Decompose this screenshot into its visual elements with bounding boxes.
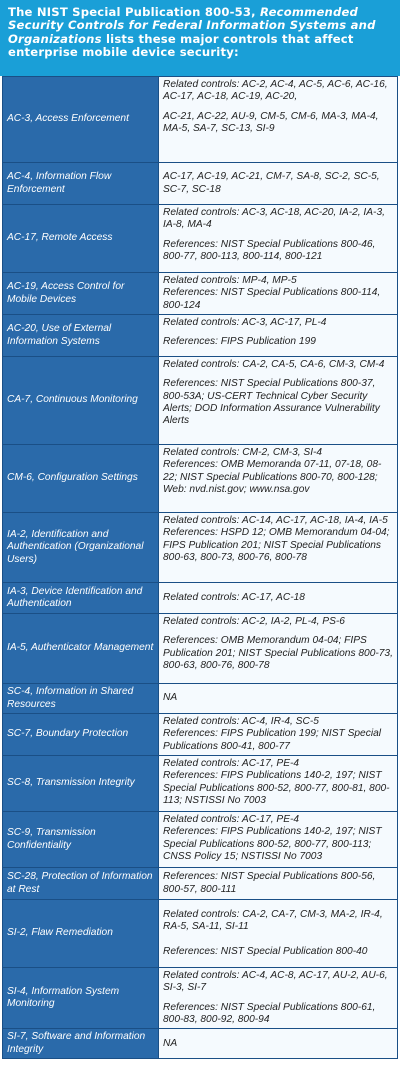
control-name: SC-7, Boundary Protection <box>3 714 159 756</box>
related-controls: Related controls: MP-4, MP-5 <box>163 275 297 286</box>
table-row <box>3 273 398 315</box>
table-row <box>3 900 398 968</box>
references: References: OMB Memoranda 07-11, 07-18, 08-22; NIST Special Publications 800-70, 800-128; Web: nvd.nist.gov; www.nsa.gov <box>163 459 382 495</box>
control-name: SI-2, Flaw Remediation <box>3 900 159 968</box>
control-details <box>159 714 398 756</box>
not-applicable: NA <box>163 692 178 704</box>
references: References: FIPS Publications 140-2, 197; NIST Special Publications 800-52, 800-77, 800-81, 800-113; NSTISSI No 7003 <box>163 770 390 806</box>
related-controls: Related controls: AC-17, PE-4 <box>163 814 300 825</box>
related-controls: Related controls: AC-14, AC-17, AC-18, IA-4, IA-5 <box>163 515 388 526</box>
control-details <box>159 163 398 205</box>
references: References: HSPD 12; OMB Memorandum 04-04; FIPS Publication 201; NIST Special Publications 800-63, 800-73, 800-76, 800-78 <box>163 527 390 563</box>
control-name: AC-3, Access Enforcement <box>3 77 159 163</box>
table-row <box>3 714 398 756</box>
not-applicable: NA <box>163 1037 178 1049</box>
caption-intro: The NIST Special Publication 800-53, <box>8 5 256 19</box>
references: References: NIST Special Publications 800-37, 800-53A; US-CERT Technical Cyber Security Alerts; DOD Information Assurance Vulnerability Alerts <box>163 378 380 427</box>
table-row <box>3 684 398 714</box>
related-controls-continued: AC-21, AC-22, AU-9, CM-5, CM-6, MA-3, MA-4, MA-5, SA-7, SC-13, SI-9 <box>163 110 379 134</box>
table-row <box>3 205 398 273</box>
table-row <box>3 868 398 900</box>
references: References: FIPS Publication 199; NIST Special Publications 800-41, 800-77 <box>163 728 382 752</box>
control-details <box>159 205 398 273</box>
related-controls: Related controls: AC-17, AC-18 <box>163 591 305 603</box>
table-row <box>3 77 398 163</box>
related-controls: Related controls: AC-4, AC-8, AC-17, AU-2, AU-6, SI-3, SI-7 <box>163 970 388 994</box>
control-details <box>159 756 398 812</box>
control-name: CA-7, Continuous Monitoring <box>3 357 159 445</box>
table-row <box>3 445 398 513</box>
related-controls: Related controls: CA-2, CA-5, CA-6, CM-3, CM-4 <box>163 359 385 370</box>
control-details <box>159 868 398 900</box>
table-row <box>3 812 398 868</box>
table-caption <box>0 0 400 76</box>
related-controls: Related controls: AC-2, AC-4, AC-5, AC-6, AC-16, AC-17, AC-18, AC-19, AC-20, <box>163 79 388 103</box>
control-name: IA-5, Authenticator Management <box>3 614 159 684</box>
control-details <box>159 77 398 163</box>
references: References: NIST Special Publications 800-46, 800-77, 800-113, 800-114, 800-121 <box>163 238 376 262</box>
control-name: IA-2, Identification and Authentication (Organizational Users) <box>3 513 159 583</box>
control-name: SC-8, Transmission Integrity <box>3 756 159 812</box>
control-name: AC-17, Remote Access <box>3 205 159 273</box>
related-controls: Related controls: AC-2, IA-2, PL-4, PS-6 <box>163 616 345 627</box>
references: References: FIPS Publications 140-2, 197; NIST Special Publications 800-52, 800-77, 800-113; CNSS Policy 15; NSTISSI No 7003 <box>163 826 382 862</box>
control-name: SC-28, Protection of Information at Rest <box>3 868 159 900</box>
control-details <box>159 273 398 315</box>
control-details <box>159 445 398 513</box>
control-details <box>159 684 398 714</box>
related-controls: AC-17, AC-19, AC-21, CM-7, SA-8, SC-2, SC-5, SC-7, SC-18 <box>163 171 380 195</box>
control-details <box>159 513 398 583</box>
table-row <box>3 1029 398 1059</box>
table-row <box>3 968 398 1029</box>
table-row <box>3 357 398 445</box>
control-details <box>159 315 398 357</box>
control-details <box>159 812 398 868</box>
control-name: SC-4, Information in Shared Resources <box>3 684 159 714</box>
table-row <box>3 315 398 357</box>
control-details <box>159 900 398 968</box>
control-name: AC-19, Access Control for Mobile Devices <box>3 273 159 315</box>
control-details <box>159 614 398 684</box>
related-controls: Related controls: AC-3, AC-18, AC-20, IA-2, IA-3, IA-8, MA-4 <box>163 207 385 231</box>
references: References: NIST Special Publications 800-114, 800-124 <box>163 287 381 311</box>
related-controls: Related controls: AC-3, AC-17, PL-4 <box>163 317 327 328</box>
references: References: NIST Special Publication 800-40 <box>163 945 368 957</box>
controls-table <box>2 76 398 1059</box>
table-row <box>3 583 398 614</box>
control-details <box>159 1029 398 1059</box>
control-name: SI-7, Software and Information Integrity <box>3 1029 159 1059</box>
table-row <box>3 614 398 684</box>
related-controls: Related controls: AC-17, PE-4 <box>163 758 300 769</box>
references: References: FIPS Publication 199 <box>163 336 316 348</box>
related-controls: Related controls: CA-2, CA-7, CM-3, MA-2, IR-4, RA-5, SA-11, SI-11 <box>163 909 383 933</box>
table-row <box>3 756 398 812</box>
control-name: IA-3, Device Identification and Authentication <box>3 583 159 614</box>
table-row <box>3 513 398 583</box>
control-name: CM-6, Configuration Settings <box>3 445 159 513</box>
references: References: OMB Memorandum 04-04; FIPS Publication 201; NIST Special Publications 800-73, 800-63, 800-76, 800-78 <box>163 635 393 671</box>
control-details <box>159 357 398 445</box>
control-details <box>159 583 398 614</box>
control-name: AC-4, Information Flow Enforcement <box>3 163 159 205</box>
table-row <box>3 163 398 205</box>
control-name: SC-9, Transmission Confidentiality <box>3 812 159 868</box>
related-controls: Related controls: CM-2, CM-3, SI-4 <box>163 447 323 458</box>
references: References: NIST Special Publications 800-56, 800-57, 800-111 <box>163 871 376 895</box>
control-details <box>159 968 398 1029</box>
control-name: SI-4, Information System Monitoring <box>3 968 159 1029</box>
related-controls: Related controls: AC-4, IR-4, SC-5 <box>163 716 319 727</box>
references: References: NIST Special Publications 800-61, 800-83, 800-92, 800-94 <box>163 1001 376 1025</box>
control-name: AC-20, Use of External Information Systems <box>3 315 159 357</box>
publication-title: Recommended Security Controls for Federal Information Systems and Organizations <box>8 5 376 46</box>
caption-outro: lists these major controls that affect enterprise mobile device security: <box>8 31 354 60</box>
